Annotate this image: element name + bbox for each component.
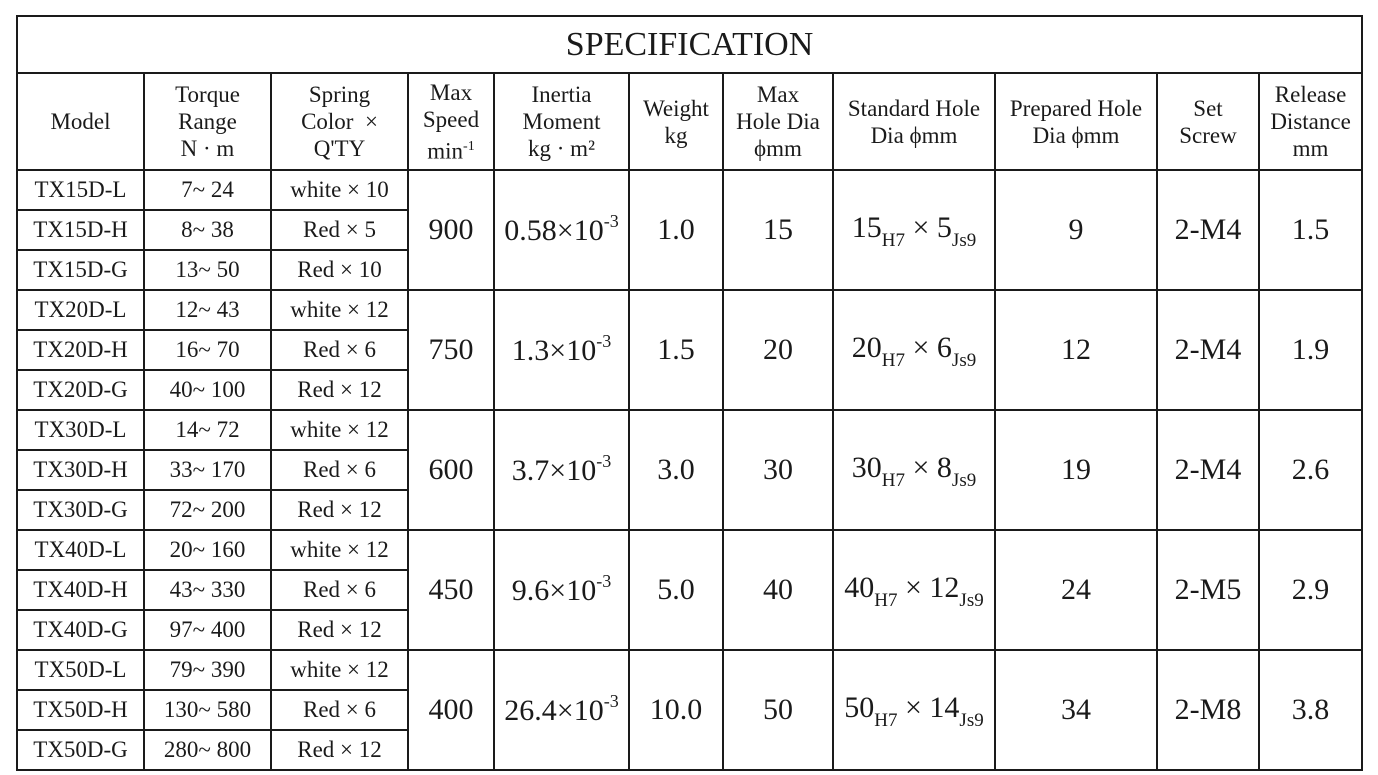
inertia-base: 9.6×10 [511, 573, 597, 607]
keyway-tolerance: Js9 [959, 709, 984, 731]
table-row [17, 290, 1362, 330]
torque-range-cell: 43~ 330 [144, 570, 271, 610]
spring-cell: Red × 6 [271, 690, 408, 730]
std-hole-dia: 40 [844, 570, 875, 604]
max-hole-dia-cell: 30 [723, 410, 833, 530]
max-hole-dia-cell: 20 [723, 290, 833, 410]
torque-range-cell: 72~ 200 [144, 490, 271, 530]
model-cell: TX40D-G [17, 610, 144, 650]
torque-range-cell: 130~ 580 [144, 690, 271, 730]
standard-hole-dia-cell [833, 410, 995, 530]
model-cell: TX20D-L [17, 290, 144, 330]
spring-cell: white × 12 [271, 650, 408, 690]
max-hole-dia-cell: 15 [723, 170, 833, 290]
max-speed-cell: 750 [408, 290, 494, 410]
times-sign: × [897, 690, 930, 724]
std-hole-dia: 30 [851, 450, 882, 484]
torque-range-cell: 8~ 38 [144, 210, 271, 250]
header-weight: Weight kg [629, 73, 723, 170]
table-row [17, 650, 1362, 690]
keyway-width: 8 [936, 450, 952, 484]
weight-cell: 3.0 [629, 410, 723, 530]
model-cell: TX30D-L [17, 410, 144, 450]
max-hole-dia-cell: 40 [723, 530, 833, 650]
torque-range-cell: 14~ 72 [144, 410, 271, 450]
inertia-exponent: -3 [603, 210, 619, 231]
max-speed-cell: 900 [408, 170, 494, 290]
times-sign: × [905, 450, 937, 484]
spring-cell: Red × 10 [271, 250, 408, 290]
max-speed-cell: 600 [408, 410, 494, 530]
keyway-width: 6 [936, 330, 952, 364]
std-hole-tolerance: H7 [881, 349, 905, 371]
model-cell: TX15D-H [17, 210, 144, 250]
set-screw-cell: 2-M4 [1157, 170, 1259, 290]
keyway-width: 5 [936, 210, 952, 244]
inertia-moment-cell [494, 410, 629, 530]
inertia-exponent: -3 [596, 330, 612, 351]
header-set-screw: Set Screw [1157, 73, 1259, 170]
set-screw-cell: 2-M5 [1157, 530, 1259, 650]
model-cell: TX30D-G [17, 490, 144, 530]
weight-cell: 1.0 [629, 170, 723, 290]
set-screw-cell: 2-M4 [1157, 290, 1259, 410]
model-cell: TX20D-H [17, 330, 144, 370]
model-cell: TX50D-L [17, 650, 144, 690]
model-cell: TX40D-L [17, 530, 144, 570]
torque-range-cell: 79~ 390 [144, 650, 271, 690]
torque-range-cell: 97~ 400 [144, 610, 271, 650]
standard-hole-dia-cell [833, 650, 995, 770]
header-max-hole-dia: Max Hole Dia ϕmm [723, 73, 833, 170]
spring-cell: Red × 12 [271, 730, 408, 770]
set-screw-cell: 2-M8 [1157, 650, 1259, 770]
header-torque-range: Torque Range N · m [144, 73, 271, 170]
spring-cell: Red × 12 [271, 490, 408, 530]
model-cell: TX15D-L [17, 170, 144, 210]
inertia-moment-cell [494, 170, 629, 290]
model-cell: TX30D-H [17, 450, 144, 490]
keyway-tolerance: Js9 [951, 229, 977, 251]
inertia-exponent: -3 [596, 570, 612, 591]
header-row [17, 73, 1362, 170]
inertia-base: 3.7×10 [511, 453, 597, 487]
release-distance-cell: 1.9 [1259, 290, 1362, 410]
specification-table [16, 15, 1363, 771]
keyway-width: 12 [929, 570, 960, 604]
spring-cell: white × 12 [271, 530, 408, 570]
inertia-exponent: -3 [603, 690, 619, 711]
torque-range-cell: 280~ 800 [144, 730, 271, 770]
spring-cell: Red × 6 [271, 570, 408, 610]
inertia-base: 26.4×10 [504, 693, 604, 727]
std-hole-tolerance: H7 [874, 589, 898, 611]
header-model: Model [17, 73, 144, 170]
max-speed-cell: 450 [408, 530, 494, 650]
keyway-tolerance: Js9 [951, 349, 977, 371]
header-release-distance: Release Distance mm [1259, 73, 1362, 170]
std-hole-dia: 20 [851, 330, 882, 364]
std-hole-tolerance: H7 [881, 229, 905, 251]
spring-cell: Red × 12 [271, 370, 408, 410]
max-hole-dia-cell: 50 [723, 650, 833, 770]
header-inertia-moment: Inertia Moment kg · m² [494, 73, 629, 170]
spring-cell: Red × 6 [271, 330, 408, 370]
torque-range-cell: 40~ 100 [144, 370, 271, 410]
table-title: SPECIFICATION [17, 16, 1362, 73]
times-sign: × [905, 330, 937, 364]
table-row [17, 410, 1362, 450]
torque-range-cell: 33~ 170 [144, 450, 271, 490]
model-cell: TX50D-G [17, 730, 144, 770]
std-hole-tolerance: H7 [881, 469, 905, 491]
spring-cell: white × 12 [271, 410, 408, 450]
model-cell: TX40D-H [17, 570, 144, 610]
release-distance-cell: 2.9 [1259, 530, 1362, 650]
inertia-moment-cell [494, 650, 629, 770]
table-row [17, 170, 1362, 210]
header-standard-hole-dia: Standard Hole Dia ϕmm [833, 73, 995, 170]
spring-cell: Red × 12 [271, 610, 408, 650]
prepared-hole-dia-cell: 9 [995, 170, 1157, 290]
prepared-hole-dia-cell: 24 [995, 530, 1157, 650]
inertia-base: 1.3×10 [511, 333, 597, 367]
model-cell: TX20D-G [17, 370, 144, 410]
inertia-moment-cell [494, 530, 629, 650]
torque-range-cell: 13~ 50 [144, 250, 271, 290]
times-sign: × [905, 210, 937, 244]
std-hole-tolerance: H7 [874, 709, 898, 731]
spring-cell: Red × 6 [271, 450, 408, 490]
standard-hole-dia-cell [833, 530, 995, 650]
header-prepared-hole-dia: Prepared Hole Dia ϕmm [995, 73, 1157, 170]
keyway-tolerance: Js9 [959, 589, 984, 611]
spring-cell: Red × 5 [271, 210, 408, 250]
max-speed-cell: 400 [408, 650, 494, 770]
spring-cell: white × 12 [271, 290, 408, 330]
release-distance-cell: 2.6 [1259, 410, 1362, 530]
release-distance-cell: 1.5 [1259, 170, 1362, 290]
prepared-hole-dia-cell: 12 [995, 290, 1157, 410]
header-spring-color-qty: Spring Color × Q'TY [271, 73, 408, 170]
model-cell: TX15D-G [17, 250, 144, 290]
standard-hole-dia-cell [833, 170, 995, 290]
set-screw-cell: 2-M4 [1157, 410, 1259, 530]
inertia-exponent: -3 [596, 450, 612, 471]
torque-range-cell: 16~ 70 [144, 330, 271, 370]
weight-cell: 1.5 [629, 290, 723, 410]
keyway-width: 14 [929, 690, 960, 724]
std-hole-dia: 50 [844, 690, 875, 724]
standard-hole-dia-cell [833, 290, 995, 410]
prepared-hole-dia-cell: 19 [995, 410, 1157, 530]
torque-range-cell: 20~ 160 [144, 530, 271, 570]
times-sign: × [897, 570, 930, 604]
inertia-moment-cell [494, 290, 629, 410]
prepared-hole-dia-cell: 34 [995, 650, 1157, 770]
inertia-base: 0.58×10 [504, 213, 604, 247]
keyway-tolerance: Js9 [951, 469, 977, 491]
header-max-speed: Max Speed $\min^{-1}$ [408, 73, 494, 170]
weight-cell: 5.0 [629, 530, 723, 650]
std-hole-dia: 15 [851, 210, 882, 244]
table-row [17, 530, 1362, 570]
release-distance-cell: 3.8 [1259, 650, 1362, 770]
weight-cell: 10.0 [629, 650, 723, 770]
model-cell: TX50D-H [17, 690, 144, 730]
spring-cell: white × 10 [271, 170, 408, 210]
torque-range-cell: 7~ 24 [144, 170, 271, 210]
torque-range-cell: 12~ 43 [144, 290, 271, 330]
